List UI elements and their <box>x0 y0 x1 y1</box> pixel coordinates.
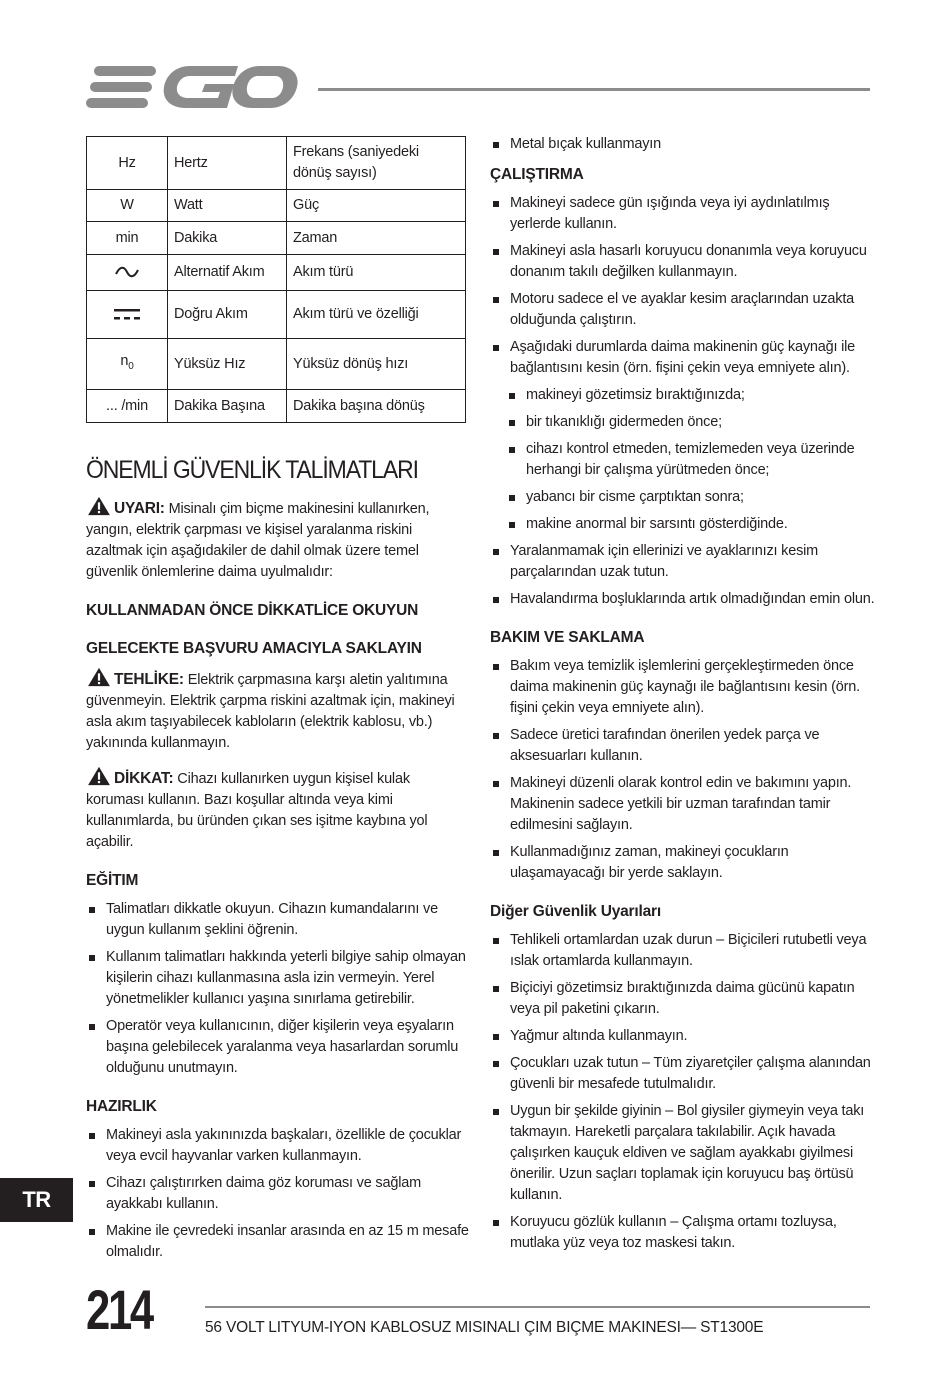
list-item: Makineyi asla hasarlı koruyucu donanımla veya koruyucu donanım takılı değilken kullanmayın. <box>490 241 875 283</box>
maintenance-list <box>490 656 875 884</box>
table-row <box>87 339 466 390</box>
preparation-continued-list <box>490 134 875 155</box>
table-row <box>87 255 466 291</box>
symbol-cell: min <box>87 222 168 255</box>
left-column <box>86 452 471 1269</box>
name-cell: Dakika <box>168 222 287 255</box>
list-item: Motoru sadece el ve ayaklar kesim araçlarından uzakta olduğunda çalıştırın. <box>490 289 875 331</box>
name-cell: Watt <box>168 190 287 222</box>
name-cell: Dakika Başına <box>168 390 287 423</box>
symbol-cell: ... /min <box>87 390 168 423</box>
list-item: Metal bıçak kullanmayın <box>490 134 875 155</box>
list-item: bir tıkanıklığı gidermeden önce; <box>506 412 875 433</box>
name-cell: Doğru Akım <box>168 291 287 339</box>
list-item: Operatör veya kullanıcının, diğer kişilerin veya eşyaların başına gelebilecek yaralanma veya hasarlardan sorumlu olduğunu unutmayın. <box>86 1016 471 1079</box>
list-item: Tehlikeli ortamlardan uzak durun – Biçicileri rutubetli veya ıslak ortamlarda kullanmayın. <box>490 930 875 972</box>
list-item: Kullanmadığınız zaman, makineyi çocukların ulaşamayacağı bir yerde saklayın. <box>490 842 875 884</box>
warning-triangle-icon <box>86 496 112 516</box>
alternating-current-icon <box>114 265 140 279</box>
operation-list-continued <box>490 541 875 610</box>
language-tab: TR <box>0 1178 73 1222</box>
safety-title: ÖNEMLİ GÜVENLİK TALİMATLARI <box>86 456 418 484</box>
symbol-cell: Hz <box>87 137 168 190</box>
list-item: Uygun bir şekilde giyinin – Bol giysiler giymeyin veya takı takmayın. Hareketli parçalara takılabilir. Açık havada çalışırken kauçuk eldiven ve sağlam ayakkabı giyilmesi önerilir. Uzun saçları toplamak için koruyucu baş örtüsü kullanın. <box>490 1101 875 1206</box>
warning-label: UYARI: <box>114 500 165 517</box>
caution-text: Cihazı kullanırken uygun kişisel kulak koruması kullanın. Bazı koşullar altında veya kimi kullanımlarda, bu üründen çıkan ses işitme kaybına yol açabilir. <box>86 771 428 850</box>
table-row <box>87 291 466 339</box>
list-item: Sadece üretici tarafından önerilen yedek parça ve aksesuarları kullanın. <box>490 725 875 767</box>
table-row <box>87 390 466 423</box>
training-heading: EĞİTIM <box>86 872 139 889</box>
footer-rule <box>205 1306 870 1308</box>
list-item: Koruyucu gözlük kullanın – Çalışma ortamı tozluysa, mutlaka yüz veya toz maskesi takın. <box>490 1212 875 1254</box>
list-item: Yağmur altında kullanmayın. <box>490 1026 875 1047</box>
list-item: Makineyi asla yakınınızda başkaları, özellikle de çocuklar veya evcil hayvanlar varken kullanmayın. <box>86 1125 471 1167</box>
description-cell: Dakika başına dönüş <box>287 390 466 423</box>
table-row <box>87 137 466 190</box>
list-item: Kullanım talimatları hakkında yeterli bilgiye sahip olmayan kişilerin cihazı kullanmasına asla izin vermeyin. Yerel yönetmelikler kullanıcı yaşına sınırlama getirebilir. <box>86 947 471 1010</box>
danger-label: TEHLİKE: <box>114 671 184 688</box>
other-warnings-list <box>490 930 875 1254</box>
symbol-text: n <box>120 353 129 370</box>
description-cell: Yüksüz dönüş hızı <box>287 339 466 390</box>
list-item: Makineyi düzenli olarak kontrol edin ve bakımını yapın. Makinenin sadece yetkili bir uzman tarafından tamir edilmesini sağlayın. <box>490 773 875 836</box>
symbol-subscript: 0 <box>128 360 134 372</box>
danger-text: Elektrik çarpmasına karşı aletin yalıtımına güvenmeyin. Elektrik çarpma riskini azaltmak için, makineyi asla akım taşıyabilecek kabloların (elektrik kablosu, vb.) yakınında kullanmayın. <box>86 672 455 751</box>
heading-read-carefully: KULLANMADAN ÖNCE DİKKATLİCE OKUYUN <box>86 602 419 619</box>
description-cell: Güç <box>287 190 466 222</box>
list-item: Yaralanmamak için ellerinizi ve ayaklarınızı kesim parçalarından uzak tutun. <box>490 541 875 583</box>
list-item: Havalandırma boşluklarında artık olmadığından emin olun. <box>490 589 875 610</box>
symbol-cell <box>87 291 168 339</box>
warning-text: Misinalı çim biçme makinesini kullanırken, yangın, elektrik çarpması ve kişisel yaralanma riskini azaltmak için aşağıdakiler de dahil olmak üzere temel güvenlik önlemlerine daima uyulmalıdır: <box>86 501 430 580</box>
footer-title: 56 VOLT LITYUM-IYON KABLOSUZ MISINALI ÇIM BIÇME MAKINESI— ST1300E <box>205 1319 764 1336</box>
list-item: Makine ile çevredeki insanlar arasında en az 15 m mesafe olmalıdır. <box>86 1221 471 1263</box>
right-column <box>490 134 875 1260</box>
name-cell: Yüksüz Hız <box>168 339 287 390</box>
maintenance-heading: BAKIM VE SAKLAMA <box>490 629 645 646</box>
ego-logo <box>86 62 298 112</box>
list-item: makineyi gözetimsiz bıraktığınızda; <box>506 385 875 406</box>
symbols-table <box>86 136 466 423</box>
warning-triangle-icon <box>86 667 112 687</box>
operation-sub-list <box>506 385 875 535</box>
list-item: Talimatları dikkatle okuyun. Cihazın kumandalarını ve uygun kullanım şeklini öğrenin. <box>86 899 471 941</box>
table-row <box>87 190 466 222</box>
list-item: Aşağıdaki durumlarda daima makinenin güç kaynağı ile bağlantısını kesin (örn. fişini çekin veya emniyete alın). <box>490 337 875 379</box>
list-item: Makineyi sadece gün ışığında veya iyi aydınlatılmış yerlerde kullanın. <box>490 193 875 235</box>
name-cell: Alternatif Akım <box>168 255 287 291</box>
operation-heading: ÇALIŞTIRMA <box>490 166 584 183</box>
header-rule <box>318 88 870 91</box>
warning-triangle-icon <box>86 766 112 786</box>
caution-paragraph <box>86 766 471 853</box>
operation-list <box>490 193 875 379</box>
description-cell: Frekans (saniyedeki dönüş sayısı) <box>287 137 466 190</box>
preparation-list <box>86 1125 471 1263</box>
symbol-cell: W <box>87 190 168 222</box>
table-row <box>87 222 466 255</box>
symbol-cell <box>87 255 168 291</box>
list-item: Bakım veya temizlik işlemlerini gerçekleştirmeden önce daima makinenin güç kaynağı ile bağlantısını kesin (örn. fişini çekin veya emniyete alın). <box>490 656 875 719</box>
symbol-cell <box>87 339 168 390</box>
description-cell: Akım türü <box>287 255 466 291</box>
list-item: Çocukları uzak tutun – Tüm ziyaretçiler çalışma alanından güvenli bir mesafede tutulmalıdır. <box>490 1053 875 1095</box>
description-cell: Zaman <box>287 222 466 255</box>
list-item: cihazı kontrol etmeden, temizlemeden veya üzerinde herhangi bir çalışma yürütmeden önce; <box>506 439 875 481</box>
description-cell: Akım türü ve özelliği <box>287 291 466 339</box>
training-list <box>86 899 471 1079</box>
page-number: 214 <box>86 1278 152 1341</box>
preparation-heading: HAZIRLIK <box>86 1098 157 1115</box>
direct-current-icon <box>113 306 141 322</box>
caution-label: DİKKAT: <box>114 770 174 787</box>
list-item: Biçiciyi gözetimsiz bıraktığınızda daima gücünü kapatın veya pil paketini çıkarın. <box>490 978 875 1020</box>
list-item: makine anormal bir sarsıntı gösterdiğinde. <box>506 514 875 535</box>
warning-paragraph <box>86 496 471 583</box>
list-item: Cihazı çalıştırırken daima göz koruması ve sağlam ayakkabı kullanın. <box>86 1173 471 1215</box>
danger-paragraph <box>86 667 471 754</box>
list-item: yabancı bir cisme çarptıktan sonra; <box>506 487 875 508</box>
other-warnings-heading: Diğer Güvenlik Uyarıları <box>490 903 661 920</box>
name-cell: Hertz <box>168 137 287 190</box>
heading-save-for-reference: GELECEKTE BAŞVURU AMACIYLA SAKLAYIN <box>86 640 422 657</box>
